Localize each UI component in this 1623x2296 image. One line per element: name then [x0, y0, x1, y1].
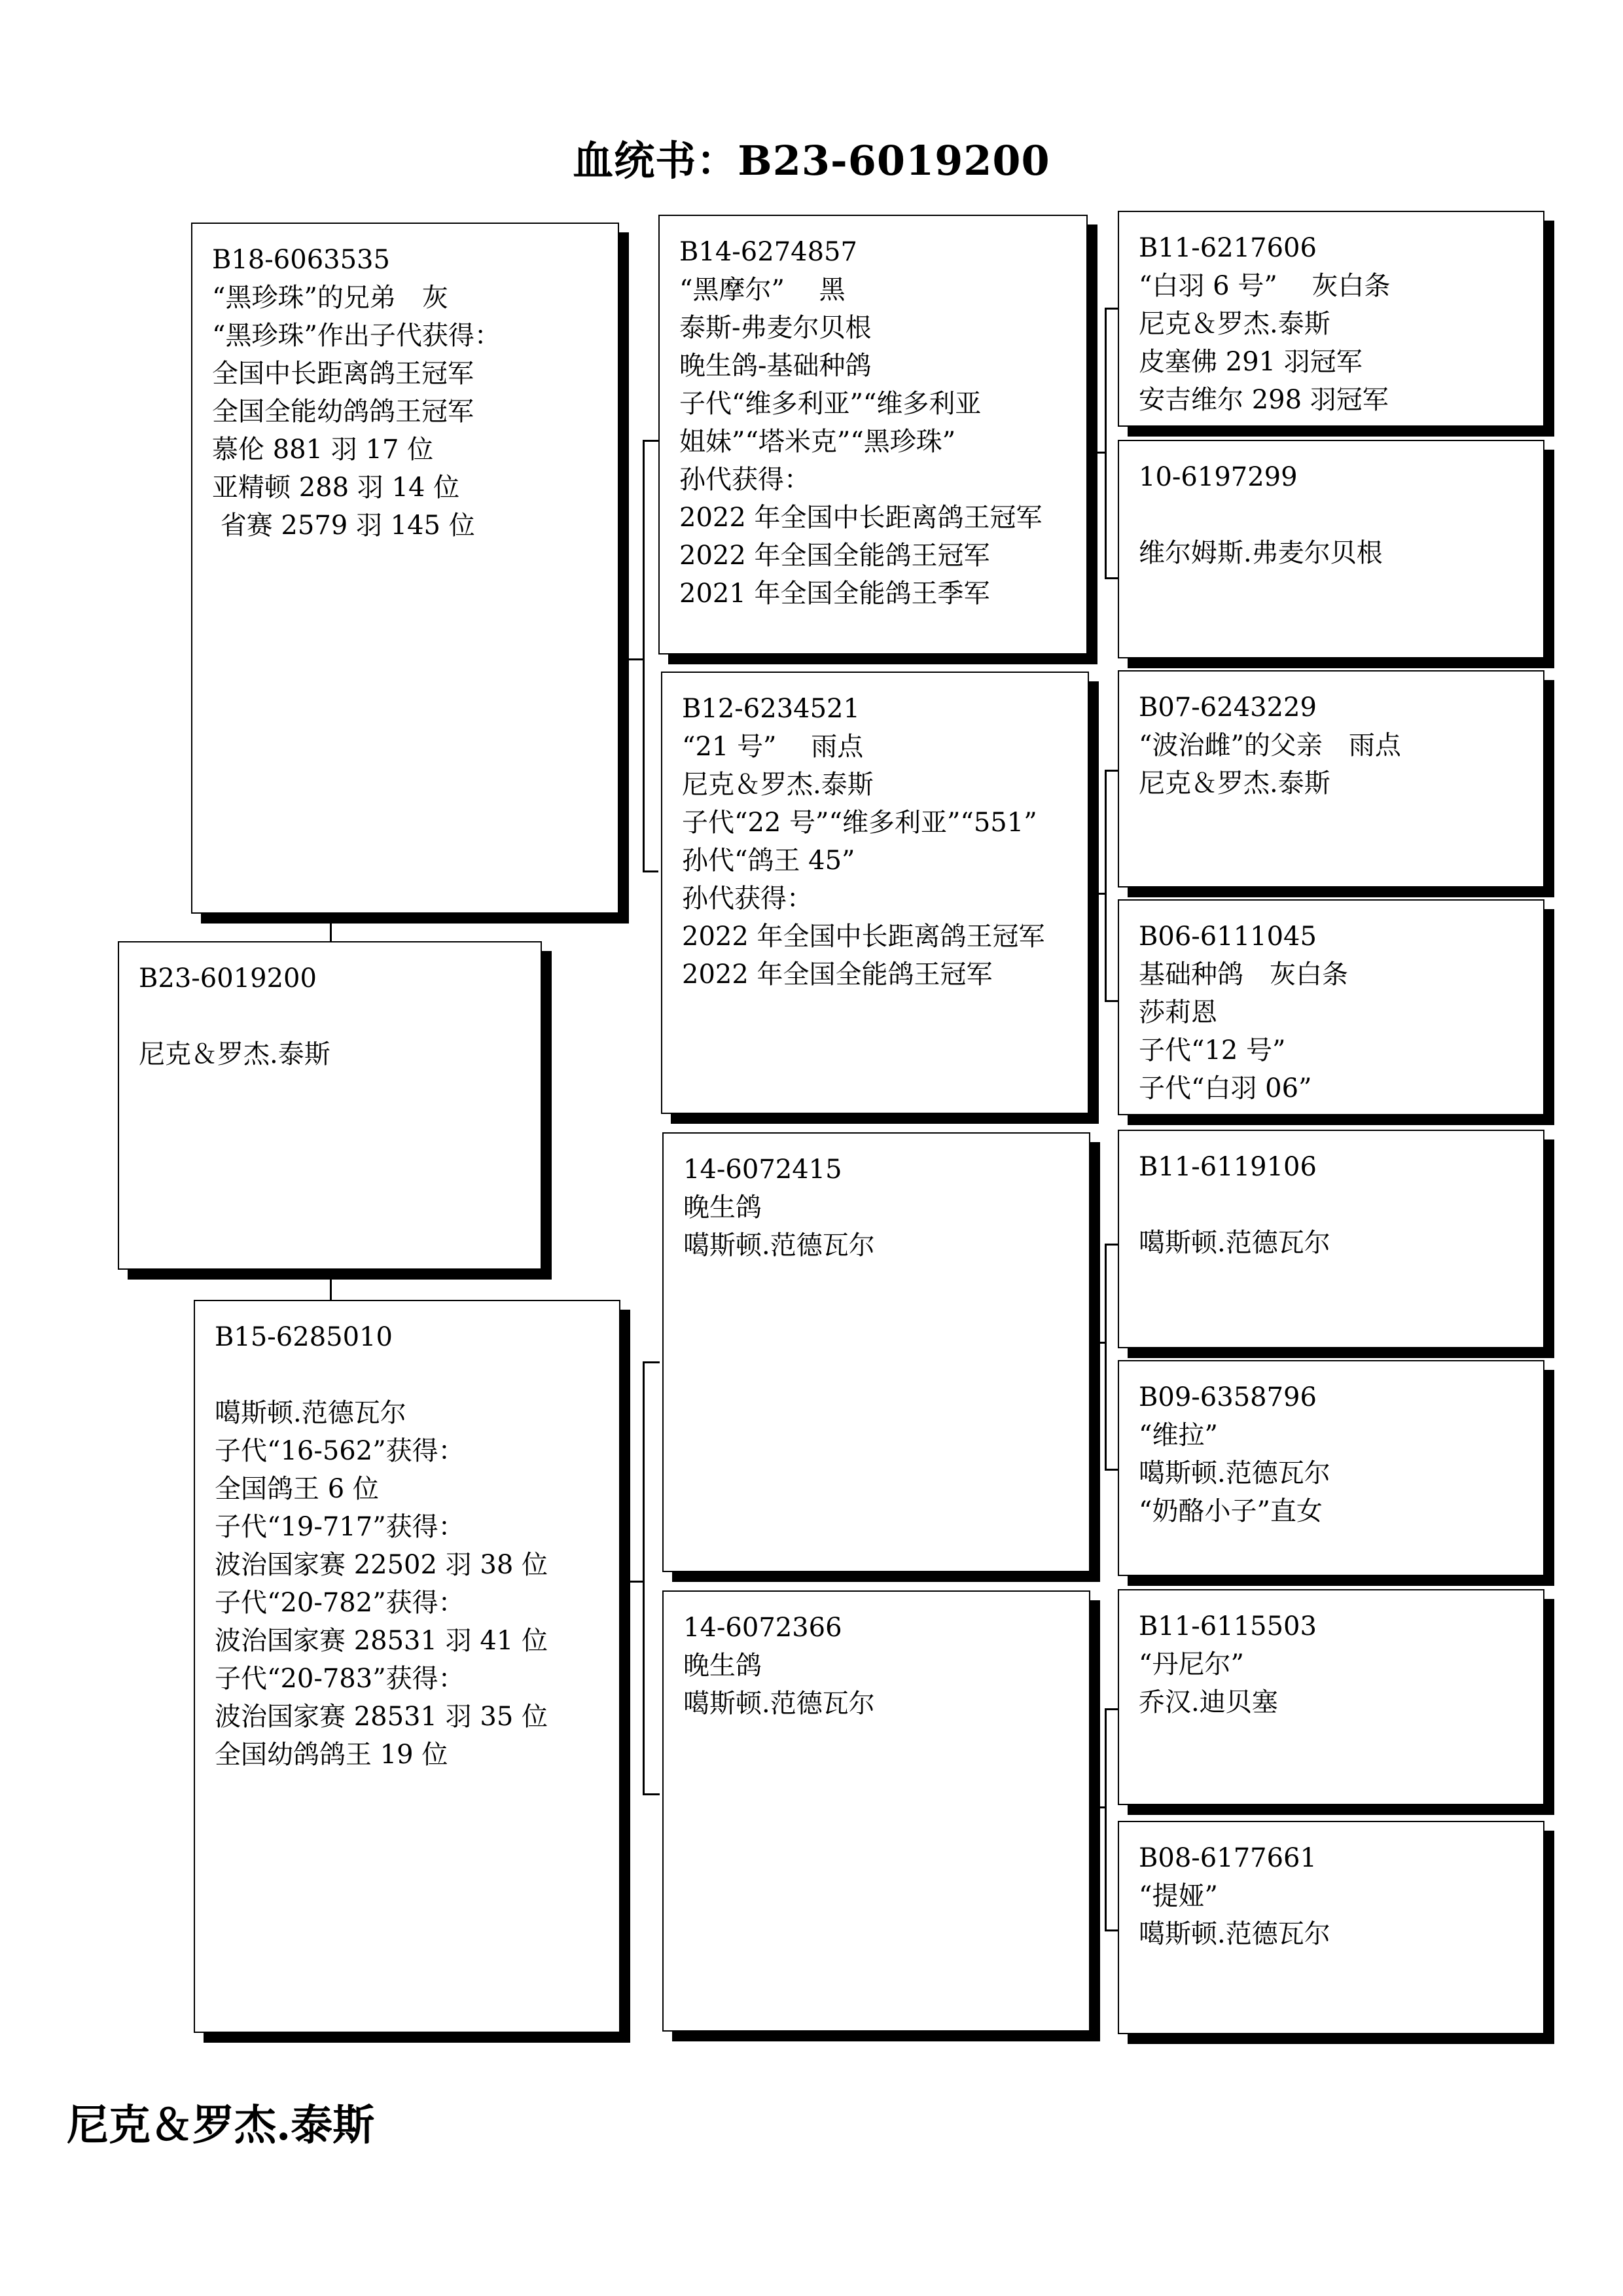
pedigree-line: 2022 年全国中长距离鸽王冠军: [682, 922, 1045, 952]
pedigree-line: 全国中长距离鸽王冠军: [212, 359, 474, 389]
pedigree-line: 全国全能幼鸽鸽王冠军: [212, 397, 474, 427]
great-grandparent-3-box: [1118, 670, 1544, 888]
pedigree-line: 亚精顿 288 羽 14 位: [212, 473, 460, 503]
ring-number: B06-6111045: [1139, 922, 1317, 952]
great-grandparent-2-box: [1118, 440, 1544, 658]
pedigree-line: 慕伦 881 羽 17 位: [212, 435, 434, 465]
pedigree-line: 子代“白羽 06”: [1139, 1073, 1312, 1103]
pedigree-line: 尼克＆罗杰.泰斯: [1139, 768, 1330, 798]
ring-number: B23-6019200: [139, 963, 317, 994]
dam-sire-box: [662, 1132, 1090, 1572]
ring-number: B07-6243229: [1139, 692, 1317, 723]
page-title: 血统书：B23-6019200: [573, 137, 1050, 185]
great-grandparent-4-box: [1118, 899, 1544, 1115]
ring-number: B12-6234521: [682, 694, 860, 724]
ring-number: 14-6072415: [683, 1155, 842, 1185]
pedigree-line: 噶斯顿.范德瓦尔: [1139, 1228, 1330, 1258]
pedigree-line: “21 号” 雨点: [682, 732, 864, 762]
connector-g7g8-bar: [1105, 1708, 1107, 1931]
connector-sire-parents-bar: [643, 440, 645, 872]
pedigree-line: “奶酪小子”直女: [1139, 1496, 1323, 1526]
pedigree-line: 噶斯顿.范德瓦尔: [683, 1230, 875, 1261]
connector-g1g2-bar: [1105, 308, 1107, 579]
pedigree-line: 2021 年全国全能鸽王季军: [679, 579, 990, 609]
connector-g3g4-bar: [1105, 770, 1107, 1001]
pedigree-line: 噶斯顿.范德瓦尔: [1139, 1919, 1330, 1949]
pedigree-line: 波治国家赛 22502 羽 38 位: [215, 1550, 548, 1580]
pedigree-line: 晚生鸽: [683, 1651, 762, 1681]
pedigree-line: “黑珍珠”作出子代获得：: [212, 321, 501, 351]
subject-box: [118, 941, 542, 1270]
pedigree-line: 子代“16-562”获得：: [215, 1436, 465, 1466]
pedigree-line: 皮塞佛 291 羽冠军: [1139, 347, 1363, 377]
pedigree-line: 全国鸽王 6 位: [215, 1474, 379, 1504]
great-grandparent-7-box: [1118, 1589, 1544, 1805]
pedigree-line: 全国幼鸽鸽王 19 位: [215, 1740, 448, 1770]
pedigree-line: 噶斯顿.范德瓦尔: [1139, 1458, 1330, 1488]
connector-g5g6-stem: [1090, 1342, 1105, 1344]
pedigree-line: 尼克＆罗杰.泰斯: [682, 770, 874, 800]
pedigree-line: [139, 997, 541, 1035]
pedigree-line: 尼克＆罗杰.泰斯: [139, 1039, 330, 1069]
pedigree-line: 子代“20-782”获得：: [215, 1588, 465, 1618]
connector-g5g6-bar: [1105, 1244, 1107, 1470]
connector-g3g4-bottom: [1105, 1000, 1118, 1002]
great-grandparent-5-box: [1118, 1130, 1544, 1348]
ring-number: B11-6119106: [1139, 1152, 1317, 1182]
pedigree-line: [1139, 496, 1543, 534]
connector-sire-parents-stem: [619, 658, 643, 660]
connector-sire-parents-top: [643, 440, 658, 442]
pedigree-line: 安吉维尔 298 羽冠军: [1139, 385, 1389, 415]
pedigree-line: 孙代获得：: [679, 465, 810, 495]
pedigree-line: 维尔姆斯.弗麦尔贝根: [1139, 538, 1383, 568]
pedigree-line: 泰斯-弗麦尔贝根: [679, 313, 872, 343]
connector-subject-dam: [330, 1268, 332, 1300]
connector-dam-parents-bar: [643, 1361, 645, 1795]
pedigree-line: [215, 1356, 619, 1394]
pedigree-line: 子代“12 号”: [1139, 1035, 1286, 1066]
pedigree-line: 姐妹”“塔米克”“黑珍珠”: [679, 427, 956, 457]
ring-number: B15-6285010: [215, 1322, 393, 1352]
pedigree-line: “丹尼尔”: [1139, 1649, 1244, 1679]
pedigree-line: 晚生鸽-基础种鸽: [679, 351, 872, 381]
pedigree-line: 波治国家赛 28531 羽 41 位: [215, 1626, 548, 1656]
connector-dam-parents-bottom: [643, 1793, 660, 1795]
great-grandparent-8-box: [1118, 1821, 1544, 2034]
pedigree-line: 孙代获得：: [682, 884, 813, 914]
connector-g7g8-stem: [1090, 1806, 1105, 1808]
dam-box: [194, 1300, 620, 2033]
connector-g1g2-bottom: [1105, 577, 1118, 579]
pedigree-line: “维拉”: [1139, 1420, 1218, 1450]
breeder-footer: 尼克＆罗杰.泰斯: [67, 2101, 375, 2150]
pedigree-line: “波治雌”的父亲 雨点: [1139, 730, 1401, 761]
great-grandparent-1-box: [1118, 211, 1544, 427]
ring-number: 10-6197299: [1139, 462, 1298, 492]
pedigree-line: 子代“19-717”获得：: [215, 1512, 465, 1542]
great-grandparent-6-box: [1118, 1360, 1544, 1576]
pedigree-line: [1139, 1186, 1543, 1224]
pedigree-line: 波治国家赛 28531 羽 35 位: [215, 1702, 548, 1732]
pedigree-line: 噶斯顿.范德瓦尔: [215, 1398, 406, 1428]
pedigree-line: 基础种鸽 灰白条: [1139, 960, 1348, 990]
connector-g1g2-top: [1105, 308, 1118, 310]
connector-dam-parents-top: [643, 1361, 660, 1363]
connector-sire-parents-bottom: [643, 870, 658, 872]
sire-box: [191, 223, 619, 914]
pedigree-line: “白羽 6 号” 灰白条: [1139, 271, 1391, 301]
dam-dam-box: [662, 1590, 1090, 2032]
connector-dam-parents-stem: [620, 1581, 643, 1583]
pedigree-line: 2022 年全国全能鸽王冠军: [682, 960, 993, 990]
ring-number: 14-6072366: [683, 1613, 842, 1643]
connector-g5g6-bottom: [1105, 1469, 1118, 1471]
pedigree-line: 晚生鸽: [683, 1193, 762, 1223]
pedigree-line: “黑珍珠”的兄弟 灰: [212, 283, 448, 313]
ring-number: B08-6177661: [1139, 1843, 1317, 1873]
pedigree-line: 尼克＆罗杰.泰斯: [1139, 309, 1330, 339]
connector-g7g8-top: [1105, 1708, 1118, 1710]
sire-sire-box: [658, 215, 1088, 655]
pedigree-line: 莎莉恩: [1139, 997, 1217, 1028]
connector-g5g6-top: [1105, 1244, 1118, 1246]
ring-number: B18-6063535: [212, 245, 390, 275]
pedigree-line: 2022 年全国全能鸽王冠军: [679, 541, 990, 571]
pedigree-line: “提娅”: [1139, 1881, 1218, 1911]
pedigree-line: 孙代“鸽王 45”: [682, 846, 855, 876]
pedigree-line: 噶斯顿.范德瓦尔: [683, 1689, 875, 1719]
ring-number: B09-6358796: [1139, 1382, 1317, 1412]
ring-number: B11-6217606: [1139, 233, 1317, 263]
connector-g1g2-stem: [1088, 452, 1105, 454]
pedigree-line: 子代“20-783”获得：: [215, 1664, 465, 1694]
pedigree-line: 子代“22 号”“维多利亚”“551”: [682, 808, 1037, 838]
connector-g3g4-top: [1105, 770, 1118, 772]
connector-g7g8-bottom: [1105, 1929, 1118, 1931]
ring-number: B11-6115503: [1139, 1611, 1317, 1641]
pedigree-line: 省赛 2579 羽 145 位: [212, 511, 475, 541]
pedigree-line: 乔汉.迪贝塞: [1139, 1687, 1278, 1717]
sire-dam-box: [661, 672, 1089, 1114]
pedigree-line: 2022 年全国中长距离鸽王冠军: [679, 503, 1043, 533]
pedigree-line: “黑摩尔” 黑: [679, 275, 846, 305]
pedigree-line: 子代“维多利亚”“维多利亚: [679, 389, 982, 419]
ring-number: B14-6274857: [679, 237, 857, 267]
connector-sire-subject: [330, 912, 332, 941]
connector-g3g4-stem: [1089, 893, 1105, 895]
